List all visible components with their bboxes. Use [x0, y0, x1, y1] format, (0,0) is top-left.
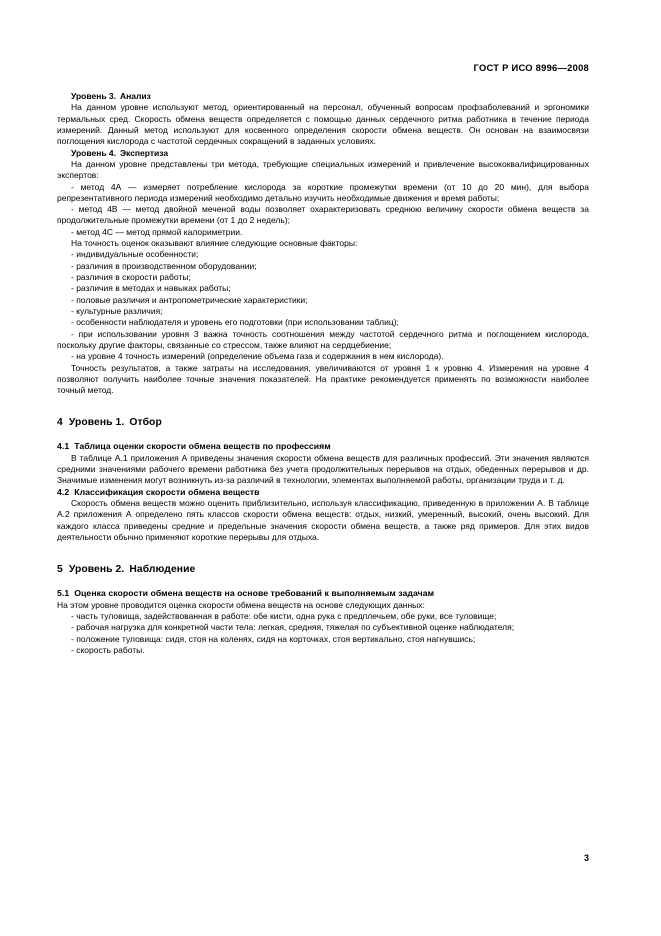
- heading-clause-5-1-title: Оценка скорости обмена веществ на основе требований к выполняемым задачам: [74, 588, 435, 599]
- text-flow: [57, 91, 589, 656]
- heading-clause-4-2: [57, 487, 589, 498]
- spacer-before-clause-4: [57, 396, 589, 416]
- list-item-factor-0: - индивидуальные особенности;: [71, 249, 199, 260]
- subheading-level-4-title: Экспертиза: [120, 147, 169, 158]
- paragraph-clause-4-2: Скорость обмена веществ можно оценить приблизительно, используя классификацию, приведенную в приложении А. В таблице А.2 приложения А определено пять классов скорости обмена веществ: отдых, низкий, умеренный, высокий, очень высокий. Для каждого класса приведены средние и предельные значения скорости обмена веществ, а также ряд примеров. Для этих видов деятельности обычно применяют короткие перерывы для отдыха.: [57, 498, 589, 542]
- list-item-factor-7: - при использовании уровня 3 важна точность соотношения между частотой сердечного ритма и поглощением кислорода, поскольку другие факторы, связанные со стрессом, также влияют на сердцебиение;: [57, 328, 589, 350]
- paragraph-clause-4-1: В таблице А.1 приложения А приведены значения скорости обмена веществ для различных профессий. Эти значения являются средними значениями рабочего времени работника без учета продолжительных перерывов на отдых, обеденных перерывов и др. Значимые изменения могут возникнуть из-за различий в технологии, элементах выполняемой работы, организации труда и т. д.: [57, 452, 589, 486]
- heading-clause-5-1-number: 5.1: [57, 588, 70, 599]
- page-content-area: [57, 0, 589, 936]
- heading-clause-5-title: Уровень 2.: [68, 564, 125, 576]
- heading-clause-4-1-number: 4.1: [57, 441, 70, 452]
- heading-clause-4-2-title: Классификация скорости обмена веществ: [74, 486, 260, 497]
- heading-clause-4-2-number: 4.2: [57, 486, 70, 497]
- list-item-task-1: - рабочая нагрузка для конкретной части тела: легкая, средняя, тяжелая по субъективной оценке наблюдателя;: [71, 622, 515, 633]
- subheading-level-3-title: Анализ: [120, 91, 151, 101]
- paragraph-level-3-description: На данном уровне используют метод, ориентированный на персонал, обученный вопросам профзаболеваний и эргономики термальных сред. Скорость обмена веществ определяется с помощью данных сердечного ритма работника в течение периода измерений. Данный метод используют для косвенного определения скорости обмена веществ. Он основан на взаимосвязи поглощения кислорода с частотой сердечных сокращений в заданных условиях.: [57, 102, 589, 147]
- paragraph-accuracy-intro: На точность оценок оказывают влияние следующие основные факторы:: [71, 238, 358, 249]
- heading-clause-4-title: Уровень 1.: [68, 417, 125, 429]
- running-header-standard-number: ГОСТ Р ИСО 8996—2008: [473, 62, 589, 73]
- heading-clause-5: [57, 563, 589, 576]
- heading-clause-4-1: [57, 441, 589, 452]
- list-item-factor-8: - на уровне 4 точность измерений (определение объема газа и содержания в нем кислорода).: [71, 351, 444, 362]
- page-number: 3: [583, 853, 589, 863]
- subheading-level-4-number: Уровень 4.: [71, 147, 116, 158]
- heading-clause-4-title-second: Отбор: [129, 417, 162, 429]
- heading-clause-4-1-title: Таблица оценки скорости обмена веществ по профессиям: [74, 441, 331, 452]
- heading-clause-5-title-second: Наблюдение: [129, 564, 196, 576]
- list-item-method-4a: - метод 4А — измеряет потребление кислорода за короткие промежутки времени (от 10 до 20 мин), для выбора репрезентативного периода измерений необходимо детально изучить необходимые движения и время работы;: [57, 181, 589, 203]
- list-item-task-3: - скорость работы.: [71, 644, 145, 655]
- paragraph-accuracy-summary: Точность результатов, а также затраты на исследования, увеличиваются от уровня 1 к уровню 4. Измерения на уровне 4 позволяют получить наиболее точные значения показателей. На практике рекомендуется применять по возможности наиболее точный метод.: [57, 362, 589, 396]
- heading-clause-5-number: 5: [57, 564, 63, 576]
- heading-clause-4: [57, 416, 589, 429]
- list-item-factor-2: - различия в скорости работы;: [71, 272, 191, 282]
- list-item-task-2: - положение туловища: сидя, стоя на коленях, сидя на корточках, стоя вертикально, стоя нагнувшись;: [71, 633, 476, 644]
- list-item-factor-6: - особенности наблюдателя и уровень его подготовки (при использовании таблиц);: [71, 317, 399, 328]
- heading-clause-5-1: [57, 588, 589, 599]
- spacer-after-clause-5-heading: [57, 576, 589, 588]
- list-item-factor-5: - культурные различия;: [71, 305, 163, 316]
- paragraph-clause-5-1-intro: На этом уровне проводится оценка скорости обмена веществ на основе следующих данных:: [57, 599, 425, 610]
- paragraph-level-4-intro: На данном уровне представлены три метода, требующие специальных измерений и привлечение высококвалифицированных экспертов:: [57, 158, 589, 181]
- spacer-before-clause-5: [57, 543, 589, 563]
- spacer-after-clause-4-heading: [57, 429, 589, 441]
- subheading-level-4: [57, 148, 589, 159]
- subheading-level-3: [57, 91, 589, 102]
- list-item-factor-3: - различия в методах и навыках работы;: [71, 283, 231, 294]
- list-item-task-0: - часть туловища, задействованная в работе: обе кисти, одна рука с предплечьем, обе руки, все туловище;: [71, 610, 497, 621]
- subheading-level-3-number: Уровень 3.: [71, 91, 116, 101]
- list-item-factor-4: - половые различия и антропометрические характеристики;: [71, 294, 308, 305]
- list-item-factor-1: - различия в производственном оборудовании;: [71, 260, 257, 271]
- list-item-method-4c: - метод 4С — метод прямой калориметрии.: [71, 226, 243, 237]
- heading-clause-4-number: 4: [57, 417, 63, 429]
- list-item-method-4b: - метод 4В — метод двойной меченой воды позволяет охарактеризовать среднюю величину скорости обмена веществ за продолжительные промежутки времени (от 1 до 2 недель);: [57, 204, 589, 226]
